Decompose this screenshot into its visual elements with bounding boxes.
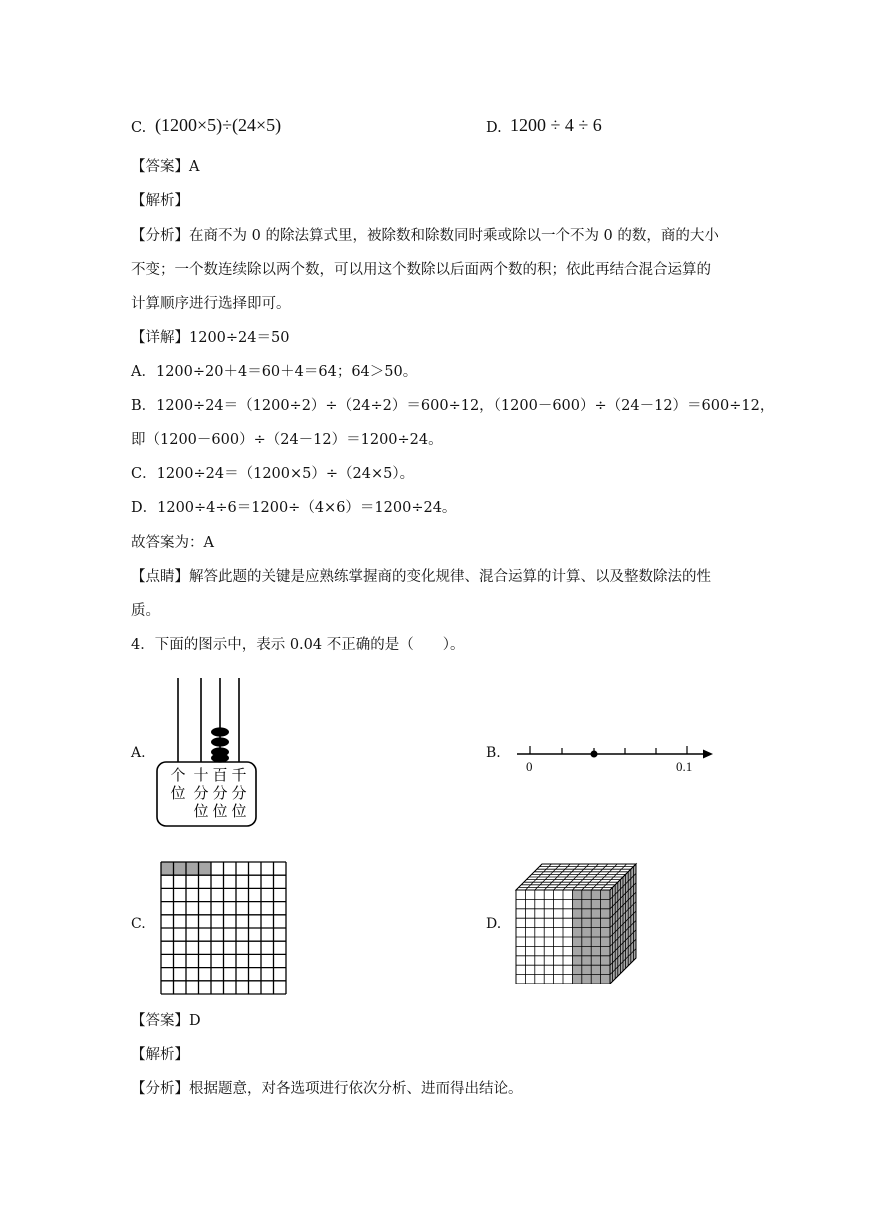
q4-option-d-label: D. bbox=[486, 916, 502, 932]
q4-option-b-label: B. bbox=[486, 745, 501, 761]
q3-detail-b-line-2: 即（1200－600）÷（24－12）＝1200÷24。 bbox=[131, 432, 443, 448]
abacus-bead bbox=[211, 727, 229, 736]
q3-detail-b-line-1: B．1200÷24＝（1200÷2）÷（24÷2）＝600÷12，（1200－600）÷（24－12）＝600÷12， bbox=[131, 398, 775, 414]
svg-text:位: 位 bbox=[193, 802, 209, 820]
hundred-grid-figure bbox=[160, 861, 287, 995]
abacus-label-hundredths: 百 bbox=[212, 766, 228, 784]
option-d-label: D. bbox=[486, 120, 502, 136]
number-line-arrow bbox=[703, 750, 713, 759]
option-c-expression: (1200×5)÷(24×5) bbox=[155, 115, 282, 135]
q3-comment-line-2: 质。 bbox=[131, 603, 160, 619]
svg-text:分: 分 bbox=[231, 784, 247, 802]
q3-detail-c: C．1200÷24＝（1200×5）÷（24×5）。 bbox=[131, 466, 415, 482]
svg-text:位: 位 bbox=[212, 802, 228, 820]
q3-comment-line-1: 【点睛】解答此题的关键是应熟练掌握商的变化规律、混合运算的计算、以及整数除法的性 bbox=[131, 569, 711, 585]
number-line-label-end: 0.1 bbox=[676, 759, 693, 774]
q3-conclusion: 故答案为：A bbox=[131, 535, 214, 551]
abacus-figure bbox=[150, 676, 262, 830]
q4-option-c-label: C. bbox=[131, 916, 146, 932]
abacus-label-thousandths: 千 bbox=[231, 766, 247, 784]
q4-answer: 【答案】D bbox=[131, 1013, 201, 1029]
abacus-bead bbox=[211, 753, 229, 762]
svg-text:分: 分 bbox=[193, 784, 209, 802]
abacus-label-tenths: 十 bbox=[193, 766, 209, 784]
option-d-expression: 1200 ÷ 4 ÷ 6 bbox=[510, 115, 602, 135]
svg-text:分: 分 bbox=[212, 784, 228, 802]
svg-text:位: 位 bbox=[231, 802, 247, 820]
q4-option-a-label: A. bbox=[131, 745, 146, 761]
svg-text:位: 位 bbox=[170, 784, 186, 802]
option-c-label: C. bbox=[131, 120, 147, 136]
q4-analysis-line-1: 【分析】根据题意，对各选项进行依次分析、进而得出结论。 bbox=[131, 1081, 523, 1097]
q3-analysis-line-1: 【分析】在商不为 0 的除法算式里，被除数和除数同时乘或除以一个不为 0 的数，商的大小 bbox=[131, 228, 719, 244]
q3-detail-heading: 【详解】1200÷24＝50 bbox=[131, 330, 290, 346]
thousand-cube-figure bbox=[514, 862, 640, 984]
q4-question: 4．下面的图示中，表示 0.04 不正确的是（ ）。 bbox=[131, 637, 465, 653]
q3-analysis-line-3: 计算顺序进行选择即可。 bbox=[131, 296, 291, 312]
q4-analysis-heading: 【解析】 bbox=[131, 1047, 189, 1063]
q3-analysis-line-2: 不变；一个数连续除以两个数，可以用这个数除以后面两个数的积；依此再结合混合运算的 bbox=[131, 262, 711, 278]
q3-detail-d: D．1200÷4÷6＝1200÷（4×6）＝1200÷24。 bbox=[131, 500, 457, 516]
number-line-label-start: 0 bbox=[526, 759, 533, 774]
q3-analysis-heading: 【解析】 bbox=[131, 193, 189, 209]
q3-answer: 【答案】A bbox=[131, 159, 200, 175]
abacus-label-ones: 个 bbox=[170, 766, 186, 784]
abacus-bead bbox=[211, 737, 229, 746]
number-line-point bbox=[591, 751, 598, 758]
q3-detail-a: A．1200÷20＋4＝60＋4＝64；64＞50。 bbox=[131, 364, 418, 380]
